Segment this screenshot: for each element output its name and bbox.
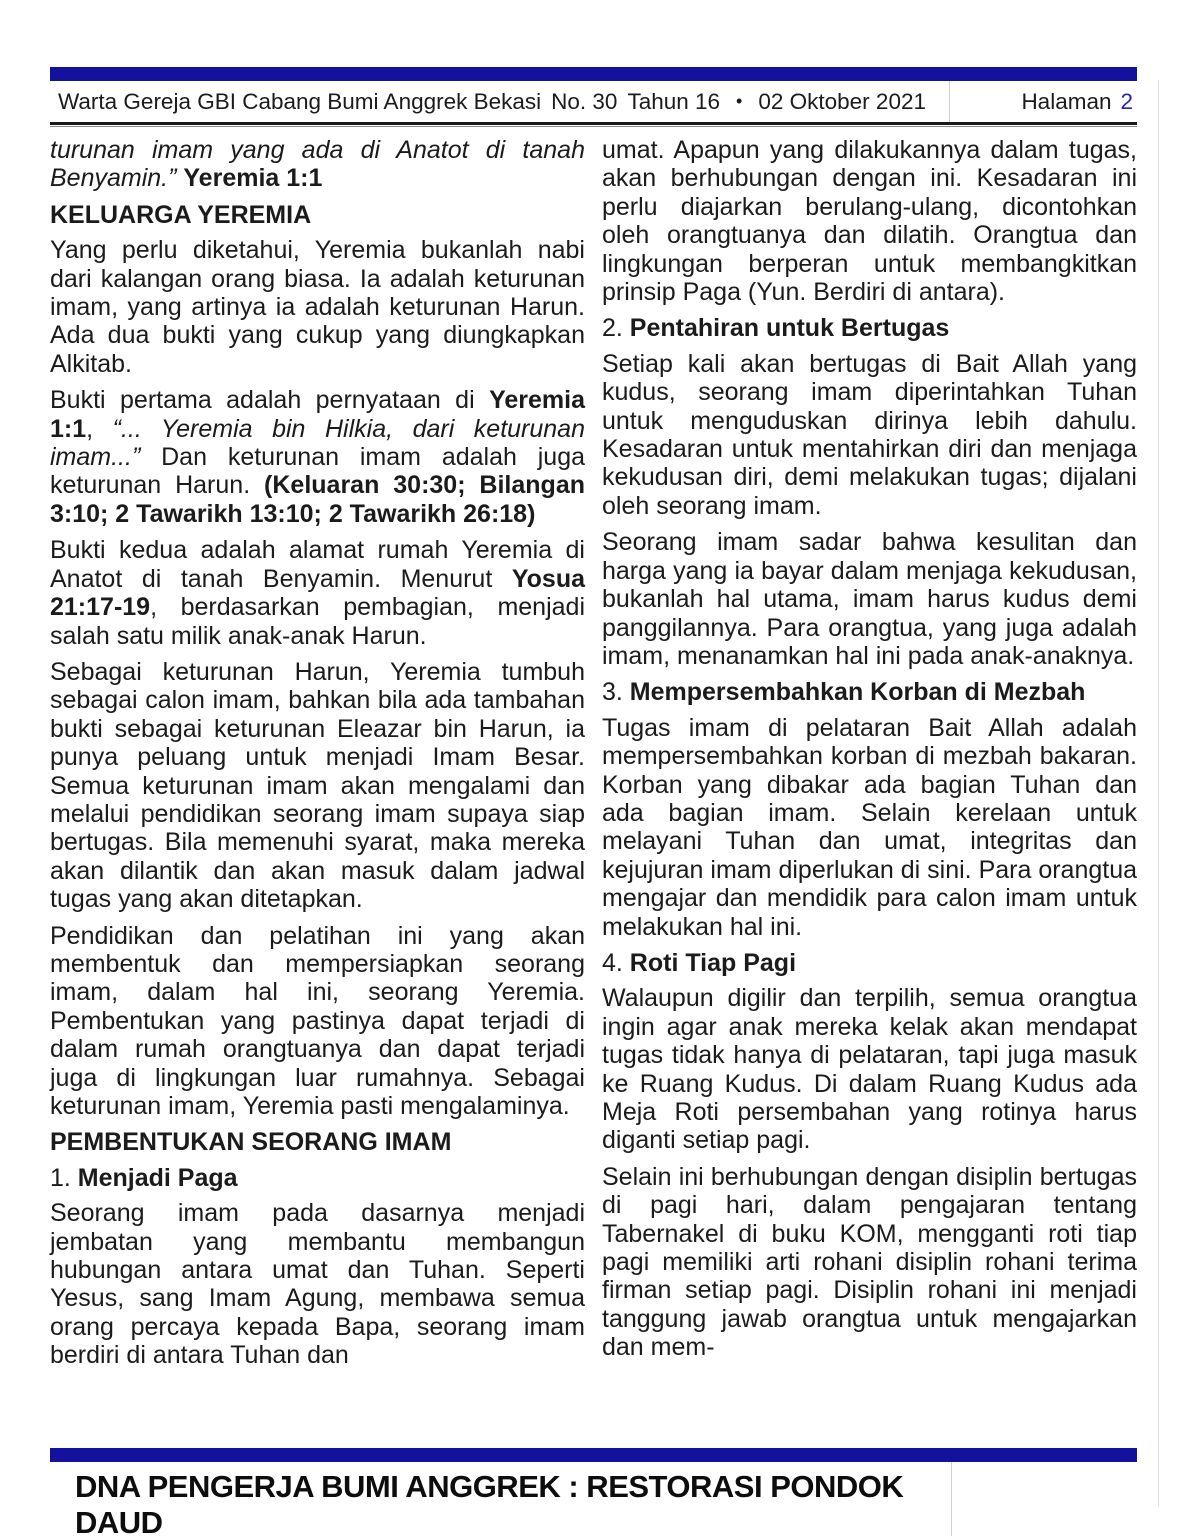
text-run: Pentahiran untuk Bertugas — [629, 314, 950, 343]
text-run: Yeremia 1:1 — [183, 164, 323, 193]
text-run: 4. — [602, 948, 630, 977]
header-accent-bar — [50, 67, 1137, 81]
text-run: 2. — [602, 314, 630, 343]
text-run: Setiap kali akan bertugas di Bait Allah yang kudus, seorang imam diperintahkan Tuhan untuk menguduskan dirinya lebih dahulu. Kesadaran untuk mentahirkan diri dan menjaga kekudusan diri, demi melakukan tugas; dijalani oleh seorang imam. — [602, 349, 1137, 520]
newsletter-title: Warta Gereja GBI Cabang Bumi Anggrek Bekasi — [58, 89, 542, 114]
text-run: Seorang imam sadar bahwa kesulitan dan harga yang ia bayar dalam menjaga kekudusan, bukanlah hal utama, imam harus kudus demi panggilannya. Para orangtua, yang juga adalah imam, menanamkan hal ini pada anak-anaknya. — [602, 528, 1137, 670]
text-run: “... Yeremia bin Hilkia, dari keturunan imam...” — [50, 414, 585, 472]
text-run: Bukti pertama adalah pernyataan di — [50, 386, 490, 415]
page-header — [50, 67, 1137, 127]
paragraph — [602, 714, 1137, 941]
paragraph — [50, 236, 585, 378]
heading — [50, 201, 585, 229]
subheading — [602, 314, 1137, 342]
right-column — [602, 136, 1137, 1378]
paragraph — [50, 922, 585, 1121]
paragraph — [602, 136, 1137, 306]
paragraph — [50, 536, 585, 650]
text-run: 1. — [50, 1163, 78, 1192]
text-run: Tugas imam di pelataran Bait Allah adalah mempersembahkan korban di mezbah bakaran. Korban yang dibakar ada bagian Tuhan dan ada bagian imam. Selain kerelaan untuk melayani Tuhan dan umat, integritas dan kejujuran imam diperlukan di sini. Para orangtua mengajar dan mendidik para calon imam untuk melakukan hal ini. — [602, 713, 1138, 941]
heading — [50, 1128, 585, 1156]
text-run: Yosua 21:17-19 — [50, 564, 585, 622]
newsletter-issue-number: No. 30 — [551, 89, 618, 114]
paragraph — [50, 658, 585, 914]
page-footer — [50, 1448, 1137, 1536]
paragraph — [602, 528, 1137, 670]
scan-edge-line — [1158, 80, 1159, 1506]
left-column — [50, 136, 585, 1378]
paragraph — [602, 984, 1137, 1154]
text-run: umat. Apapun yang dilakukannya dalam tugas, akan berhubungan dengan ini. Kesadaran ini perlu diajarkan berulang-ulang, dicontohkan oleh orangtuanya dan dilatih. Orangtua dan lingkungan berperan untuk membangkitkan prinsip Paga (Yun. Berdiri di antara). — [602, 136, 1137, 307]
text-run: (Keluaran 30:30; Bilangan 3:10; 2 Tawarikh 13:10; 2 Tawarikh 26:18) — [50, 471, 585, 528]
subheading — [602, 678, 1137, 706]
bullet-separator: • — [736, 91, 743, 111]
page-label: Halaman — [1021, 89, 1112, 114]
text-run: 3. — [602, 678, 630, 707]
text-run: Yang perlu diketahui, Yeremia bukanlah nabi dari kalangan orang biasa. Ia adalah keturunan imam, yang artinya ia adalah keturunan Harun. Ada dua bukti yang cukup yang diungkapkan Alkitab. — [50, 236, 585, 378]
footer-spacer-cell — [951, 1462, 1137, 1536]
footer-row — [50, 1462, 1137, 1536]
footer-accent-bar — [50, 1448, 1137, 1462]
text-run: Dan keturunan imam adalah juga keturunan Harun. — [50, 443, 585, 500]
page-number: 2 — [1120, 89, 1133, 114]
header-title-cell — [50, 81, 949, 122]
text-run: Yeremia 1:1 — [50, 386, 585, 443]
header-row — [50, 81, 1137, 122]
page-number-cell — [949, 81, 1137, 122]
newsletter-date: 02 Oktober 2021 — [758, 89, 926, 114]
subheading — [602, 949, 1137, 977]
text-run: Pendidikan dan pelatihan ini yang akan membentuk dan mempersiapkan seorang imam, dalam hal ini, seorang Yeremia. Pembentukan yang pastinya dapat terjadi di dalam rumah orangtuanya dan dapat terjadi juga di lingkungan luar rumahnya. Sebagai keturunan imam, Yeremia pasti mengalaminya. — [50, 921, 585, 1120]
footer-slogan: DNA PENGERJA BUMI ANGGREK : RESTORASI PONDOK DAUD — [75, 1469, 904, 1536]
text-run: Menjadi Paga — [77, 1163, 238, 1192]
paragraph — [50, 136, 585, 193]
text-run: , — [86, 414, 113, 443]
paragraph — [50, 1199, 585, 1369]
text-run: , berdasarkan pembagian, menjadi salah satu milik anak-anak Harun. — [50, 593, 585, 650]
newsletter-year: Tahun 16 — [627, 89, 721, 114]
text-run: Walaupun digilir dan terpilih, semua orangtua ingin agar anak mereka kelak akan mendapat tugas tidak hanya di pelataran, tapi juga masuk ke Ruang Kudus. Di dalam Ruang Kudus ada Meja Roti persembahan yang rotinya harus diganti setiap pagi. — [602, 984, 1137, 1155]
text-run: Sebagai keturunan Harun, Yeremia tumbuh sebagai calon imam, bahkan bila ada tambahan bukti sebagai keturunan Eleazar bin Harun, ia punya peluang untuk menjadi Imam Besar. Semua keturunan imam akan mengalami dan melalui pendidikan seorang imam supaya siap bertugas. Bila memenuhi syarat, maka mereka akan dilantik dan akan masuk dalam jadwal tugas yang akan ditetapkan. — [50, 657, 585, 914]
article-body — [50, 127, 1137, 1378]
text-run: Bukti kedua adalah alamat rumah Yeremia di Anatot di tanah Benyamin. Menurut — [50, 536, 585, 593]
text-run: Selain ini berhubungan dengan disiplin bertugas di pagi hari, dalam pengajaran tentang Tabernakel di buku KOM, mengganti roti tiap pagi memiliki arti rohani disiplin rohani terima firman setiap pagi. Disiplin rohani ini menjadi tanggung jawab orangtua untuk mengajarkan dan mem- — [602, 1162, 1137, 1362]
text-run: turunan imam yang ada di Anatot di tanah Benyamin.” — [50, 136, 585, 193]
text-run: Roti Tiap Pagi — [629, 948, 797, 977]
paragraph — [50, 386, 585, 528]
text-run: KELUARGA YEREMIA — [50, 200, 312, 229]
paragraph — [602, 1163, 1137, 1362]
subheading — [50, 1164, 585, 1192]
text-run: Mempersembahkan Korban di Mezbah — [629, 678, 1086, 707]
paragraph — [602, 350, 1137, 520]
text-run: PEMBENTUKAN SEORANG IMAM — [50, 1128, 452, 1157]
text-run: Seorang imam pada dasarnya menjadi jembatan yang membantu membangun hubungan antara umat dan Tuhan. Seperti Yesus, sang Imam Agung, membawa semua orang percaya kepada Bapa, seorang imam berdiri di antara Tuhan dan — [50, 1199, 585, 1370]
